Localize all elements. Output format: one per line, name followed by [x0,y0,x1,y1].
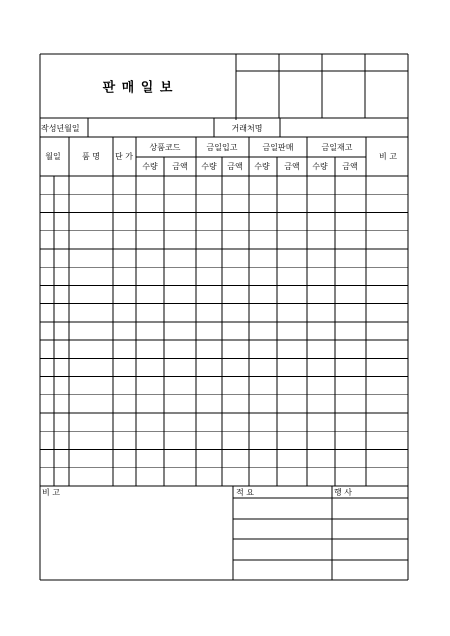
header-month-day: 월일 [45,152,61,161]
header-today-sales: 금일판매 [262,143,294,152]
sub-qty-in: 수량 [201,162,217,171]
header-unit-price: 단 가 [115,152,133,161]
date-label: 작성년월일 [41,124,80,133]
client-label: 거래처명 [231,124,263,133]
form-title: 판 매 일 보 [102,80,174,96]
date-field[interactable] [88,120,214,136]
detail-label: 적 요 [236,488,254,497]
header-today-in: 금일입고 [206,143,238,152]
bottom-remarks-area[interactable] [40,500,232,578]
sub-amount-sales: 금액 [284,162,300,171]
sub-qty-stock: 수량 [312,162,328,171]
client-field[interactable] [280,120,408,136]
sub-amount-code: 금액 [172,162,188,171]
sub-qty-code: 수량 [142,162,158,171]
header-today-stock: 금일재고 [321,143,353,152]
sub-amount-in: 금액 [227,162,243,171]
bottom-remarks-label: 비 고 [42,488,60,497]
header-remarks: 비 고 [379,152,397,161]
event-label: 행 사 [334,488,352,497]
header-product-code: 상품코드 [149,143,181,152]
sub-qty-sales: 수량 [254,162,270,171]
sub-amount-stock: 금액 [342,162,358,171]
header-item-name: 품 명 [82,152,100,161]
